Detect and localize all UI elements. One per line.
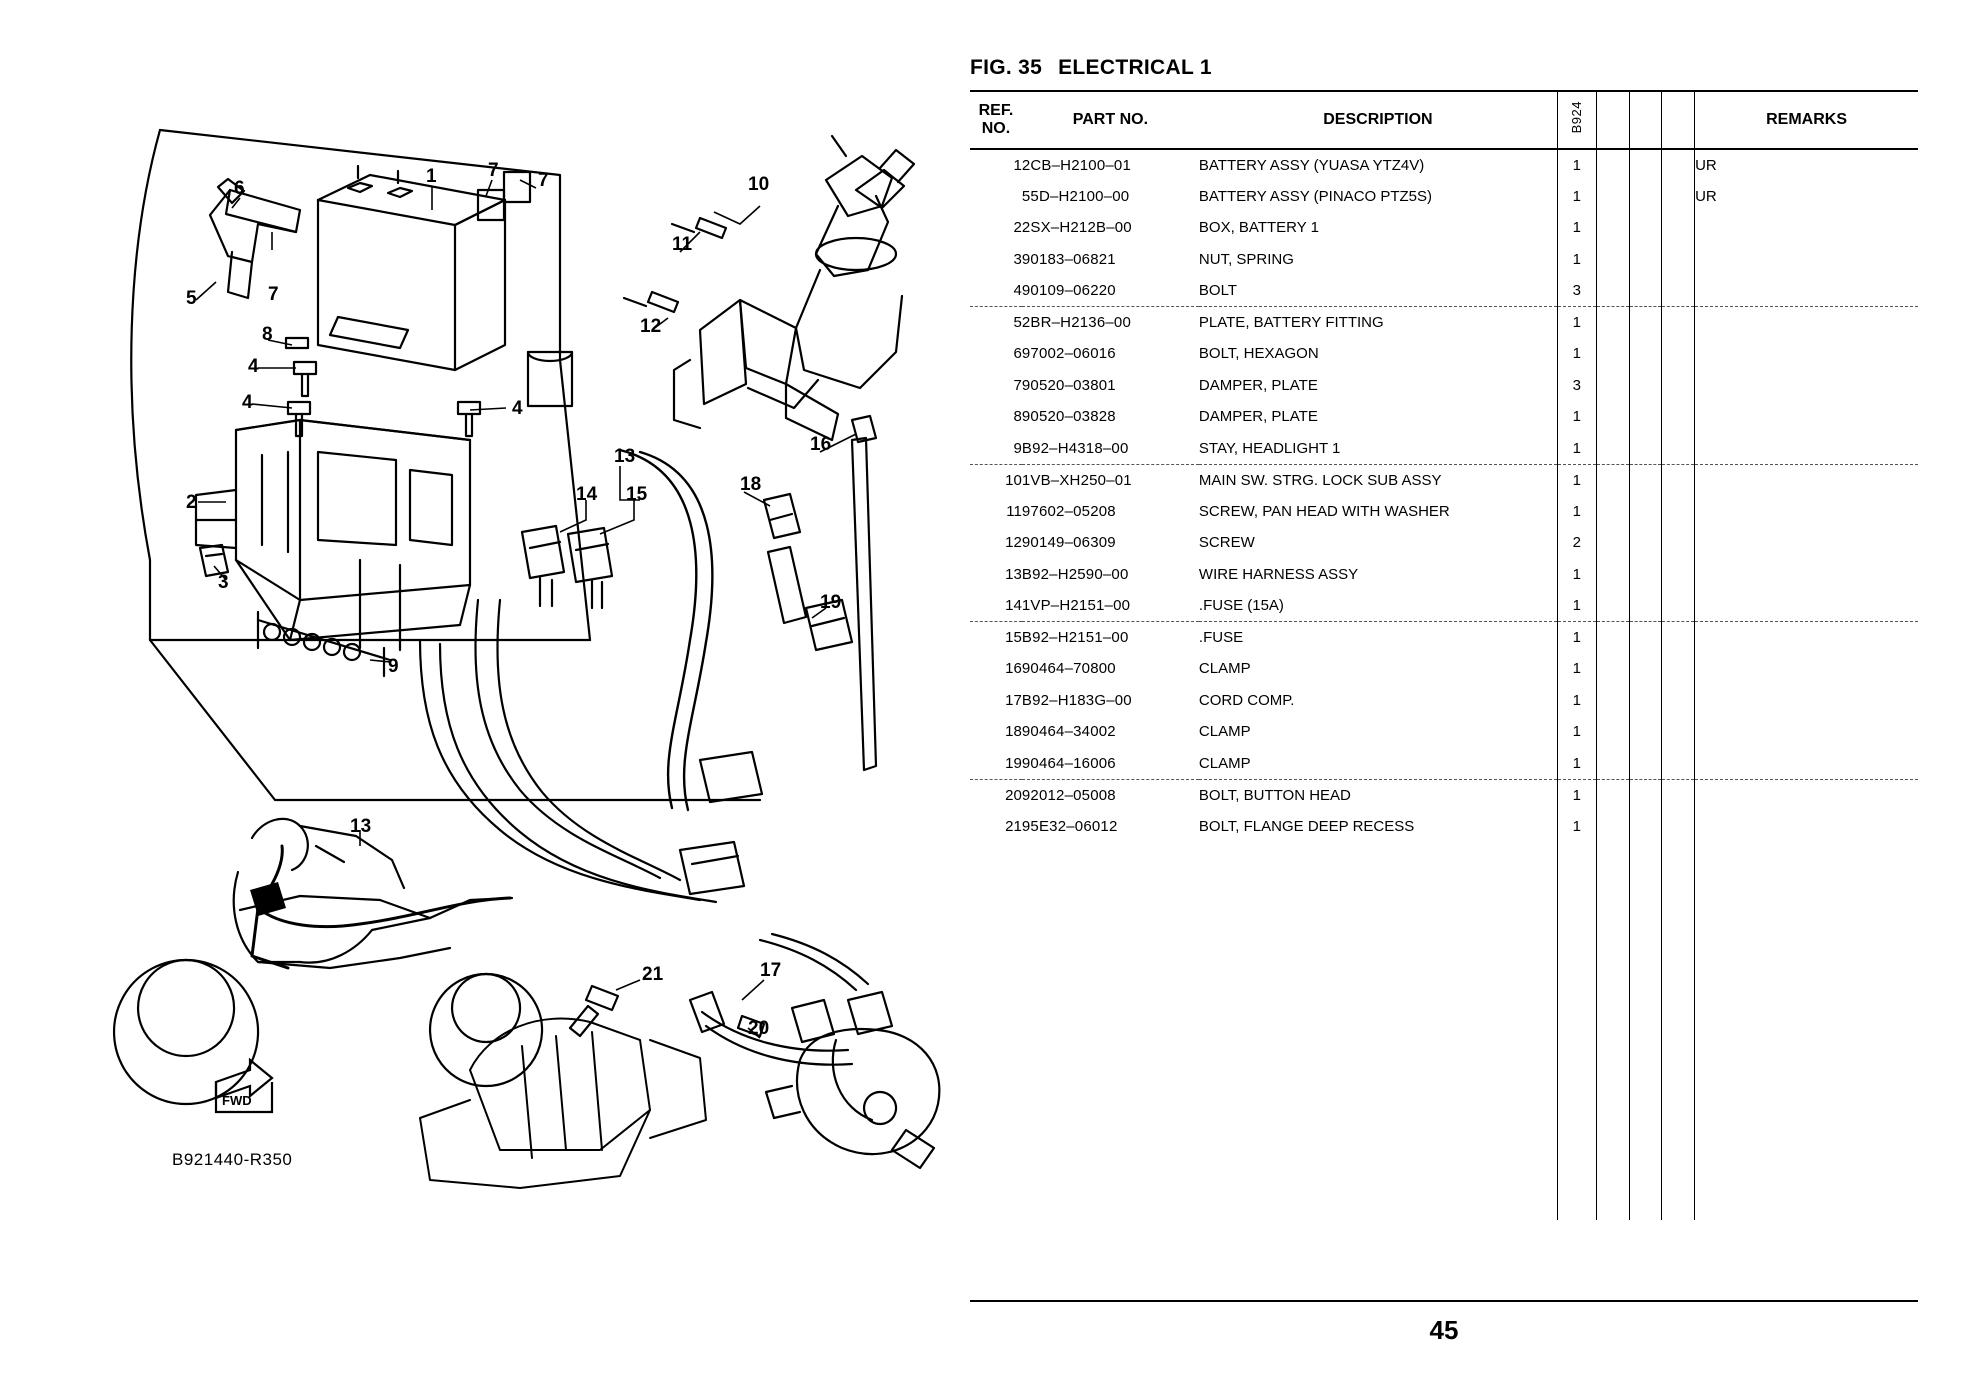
cell-qty-2 xyxy=(1596,149,1629,181)
cell-qty-b924: 1 xyxy=(1557,149,1596,181)
cell-qty-4 xyxy=(1662,748,1695,780)
table-row xyxy=(970,338,1918,370)
col-ref-no xyxy=(970,91,1022,149)
cell-qty-2 xyxy=(1596,496,1629,528)
cell-remarks: UR xyxy=(1695,187,1717,205)
cell-part-no: B92–H2590–00 xyxy=(1021,565,1129,583)
cell-qty-b924: 1 xyxy=(1557,244,1596,276)
cell-remarks xyxy=(1695,433,1918,465)
cell-qty-b924: 1 xyxy=(1557,212,1596,244)
cell-qty-3 xyxy=(1629,370,1662,402)
callout-1: 1 xyxy=(426,166,437,187)
cell-qty-2 xyxy=(1596,181,1629,213)
cell-qty-3 xyxy=(1629,212,1662,244)
col-qty-2 xyxy=(1596,91,1629,149)
cell-ref-no: 12 xyxy=(1005,534,1022,552)
cell-part-no: 95E32–06012 xyxy=(1021,817,1118,835)
cell-qty-b924: 1 xyxy=(1557,590,1596,622)
cell-qty-3 xyxy=(1629,590,1662,622)
cell-ref-no: 2 xyxy=(1013,219,1022,237)
cell-qty-b924: 2 xyxy=(1557,527,1596,559)
cell-qty-2 xyxy=(1596,590,1629,622)
cell-description: BOLT, BUTTON HEAD xyxy=(1198,786,1351,804)
cell-qty-3 xyxy=(1629,244,1662,276)
cell-remarks xyxy=(1695,527,1918,559)
cell-qty-2 xyxy=(1596,307,1629,339)
table-filler-row xyxy=(970,905,1918,937)
cell-part-no: 97602–05208 xyxy=(1021,502,1116,520)
cell-description: DAMPER, PLATE xyxy=(1198,408,1318,426)
cell-qty-2 xyxy=(1596,653,1629,685)
cell-qty-2 xyxy=(1596,433,1629,465)
page-number: 45 xyxy=(1429,1315,1459,1345)
col-description: DESCRIPTION xyxy=(1199,91,1558,149)
figure-number: FIG. 35 xyxy=(970,56,1043,79)
callout-6: 6 xyxy=(234,178,245,199)
table-row xyxy=(970,685,1918,717)
table-filler-row xyxy=(970,937,1918,969)
callout-12: 12 xyxy=(640,316,662,337)
cell-qty-4 xyxy=(1662,716,1695,748)
cell-qty-4 xyxy=(1662,370,1695,402)
table-row xyxy=(970,181,1918,213)
cell-ref-no: 11 xyxy=(1006,502,1022,520)
cell-qty-3 xyxy=(1629,275,1662,307)
cell-remarks xyxy=(1695,212,1918,244)
callout-16: 16 xyxy=(810,434,832,455)
cell-remarks xyxy=(1695,401,1918,433)
cell-qty-4 xyxy=(1662,149,1695,181)
col-part-no: PART NO. xyxy=(1022,91,1199,149)
cell-remarks: UR xyxy=(1695,156,1717,174)
callout-7c: 7 xyxy=(268,284,279,305)
table-filler-row xyxy=(970,1126,1918,1158)
cell-qty-4 xyxy=(1662,496,1695,528)
cell-qty-3 xyxy=(1629,653,1662,685)
callout-11: 11 xyxy=(672,234,693,255)
cell-description: SCREW, PAN HEAD WITH WASHER xyxy=(1198,502,1450,520)
callout-2: 2 xyxy=(186,492,197,513)
cell-qty-4 xyxy=(1662,433,1695,465)
cell-ref-no: 14 xyxy=(970,590,1022,622)
cell-part-no: B92–H2151–00 xyxy=(1021,629,1129,646)
cell-qty-b924: 1 xyxy=(1557,307,1596,339)
cell-remarks xyxy=(1695,590,1918,622)
callout-4c: 4 xyxy=(512,398,523,419)
table-row xyxy=(970,527,1918,559)
cell-qty-4 xyxy=(1662,590,1695,622)
figure-title xyxy=(970,56,1212,80)
cell-description: CLAMP xyxy=(1198,660,1251,678)
cell-part-no: 90183–06821 xyxy=(1021,250,1116,268)
cell-remarks xyxy=(1695,559,1918,591)
callout-14: 14 xyxy=(576,484,598,505)
cell-remarks xyxy=(1695,748,1918,780)
cell-qty-b924: 1 xyxy=(1557,496,1596,528)
cell-description: BOLT, HEXAGON xyxy=(1198,345,1319,363)
illustration-pane xyxy=(0,0,960,1340)
callout-3: 3 xyxy=(218,572,229,593)
cell-qty-2 xyxy=(1596,685,1629,717)
cell-qty-b924: 1 xyxy=(1557,401,1596,433)
cell-description: PLATE, BATTERY FITTING xyxy=(1198,314,1384,331)
cell-description: .FUSE xyxy=(1198,629,1244,646)
cell-ref-no: 7 xyxy=(1013,376,1022,394)
cell-remarks xyxy=(1695,811,1918,843)
cell-qty-2 xyxy=(1596,275,1629,307)
callout-17: 17 xyxy=(760,960,782,981)
parts-table-body xyxy=(970,149,1918,1220)
cell-qty-3 xyxy=(1629,622,1662,654)
cell-part-no: 90464–16006 xyxy=(1022,748,1199,780)
cell-qty-b924: 3 xyxy=(1557,370,1596,402)
cell-qty-4 xyxy=(1662,811,1695,843)
callout-10: 10 xyxy=(748,174,770,195)
cell-qty-2 xyxy=(1596,559,1629,591)
table-filler-row xyxy=(970,1189,1918,1221)
callout-15: 15 xyxy=(626,484,648,505)
cell-qty-3 xyxy=(1629,811,1662,843)
cell-ref-no: 6 xyxy=(1013,345,1022,363)
table-row xyxy=(970,653,1918,685)
cell-description: BATTERY ASSY (YUASA YTZ4V) xyxy=(1198,156,1425,174)
cell-qty-3 xyxy=(1629,464,1662,496)
cell-description: BOLT, FLANGE DEEP RECESS xyxy=(1198,817,1415,835)
cell-qty-b924: 1 xyxy=(1557,811,1596,843)
table-filler-row xyxy=(970,1157,1918,1189)
callout-4b: 4 xyxy=(242,392,253,413)
cell-qty-3 xyxy=(1629,307,1662,339)
cell-qty-3 xyxy=(1629,748,1662,780)
cell-part-no: 92012–05008 xyxy=(1021,786,1116,804)
table-row xyxy=(970,149,1918,181)
callout-5: 5 xyxy=(186,288,197,309)
callout-4a: 4 xyxy=(248,356,259,377)
callout-7a: 7 xyxy=(488,160,499,181)
cell-part-no: B92–H183G–00 xyxy=(1021,691,1132,709)
cell-remarks xyxy=(1695,307,1918,339)
cell-remarks xyxy=(1695,685,1918,717)
table-row xyxy=(970,275,1918,307)
cell-qty-b924: 1 xyxy=(1557,716,1596,748)
figure-name: ELECTRICAL 1 xyxy=(1058,56,1212,79)
table-row xyxy=(970,622,1918,654)
cell-qty-3 xyxy=(1629,559,1662,591)
cell-qty-3 xyxy=(1629,496,1662,528)
col-qty-4 xyxy=(1662,91,1695,149)
callout-7b: 7 xyxy=(538,170,549,191)
cell-remarks xyxy=(1695,370,1918,402)
table-row xyxy=(970,779,1918,811)
cell-part-no: B92–H4318–00 xyxy=(1022,433,1199,465)
cell-qty-b924: 1 xyxy=(1557,433,1596,465)
cell-ref-no xyxy=(970,181,1022,213)
cell-ref-no: 21 xyxy=(1005,817,1022,835)
table-row xyxy=(970,559,1918,591)
cell-description: BATTERY ASSY (PINACO PTZ5S) xyxy=(1198,187,1433,205)
table-row xyxy=(970,590,1918,622)
cell-qty-2 xyxy=(1596,212,1629,244)
callout-18: 18 xyxy=(740,474,762,495)
cell-remarks xyxy=(1695,779,1918,811)
table-filler-row xyxy=(970,968,1918,1000)
table-row xyxy=(970,401,1918,433)
cell-remarks xyxy=(1695,653,1918,685)
callout-13b: 13 xyxy=(350,816,372,837)
cell-qty-2 xyxy=(1596,464,1629,496)
callout-20: 20 xyxy=(748,1018,770,1039)
table-row xyxy=(970,212,1918,244)
cell-description: CORD COMP. xyxy=(1198,691,1295,709)
cell-remarks xyxy=(1695,338,1918,370)
cell-qty-4 xyxy=(1662,212,1695,244)
cell-remarks xyxy=(1695,622,1918,654)
cell-ref-no: 19 xyxy=(970,748,1022,780)
table-filler-row xyxy=(970,1063,1918,1095)
cell-part-no: 1VP–H2151–00 xyxy=(1022,590,1199,622)
cell-ref-no: 1 xyxy=(1013,156,1022,174)
cell-qty-4 xyxy=(1662,779,1695,811)
cell-ref-no: 13 xyxy=(1005,565,1022,583)
table-filler-row xyxy=(970,874,1918,906)
col-ref-line1: REF. xyxy=(978,101,1014,119)
cell-description: NUT, SPRING xyxy=(1198,250,1294,268)
table-row xyxy=(970,370,1918,402)
cell-description: CLAMP xyxy=(1199,748,1558,780)
callout-9: 9 xyxy=(388,656,399,677)
table-row xyxy=(970,433,1918,465)
table-row xyxy=(970,307,1918,339)
cell-qty-2 xyxy=(1596,370,1629,402)
cell-part-no: 2SX–H212B–00 xyxy=(1021,219,1132,237)
cell-qty-b924: 1 xyxy=(1557,653,1596,685)
col-qty-b924 xyxy=(1557,91,1596,149)
table-filler-row xyxy=(970,1094,1918,1126)
cell-ref-no: 20 xyxy=(1005,786,1022,804)
cell-part-no: 2BR–H2136–00 xyxy=(1021,314,1132,331)
cell-ref-no: 15 xyxy=(1005,629,1022,646)
cell-ref-no: 3 xyxy=(1013,250,1022,268)
cell-qty-b924: 1 xyxy=(1557,748,1596,780)
cell-qty-4 xyxy=(1662,685,1695,717)
cell-remarks xyxy=(1695,464,1918,496)
table-row xyxy=(970,496,1918,528)
cell-description: SCREW xyxy=(1198,534,1255,552)
cell-qty-4 xyxy=(1662,622,1695,654)
cell-remarks xyxy=(1695,496,1918,528)
cell-qty-b924: 1 xyxy=(1557,338,1596,370)
cell-part-no: 90464–70800 xyxy=(1021,660,1116,678)
callout-13: 13 xyxy=(614,446,636,467)
callout-21: 21 xyxy=(642,964,664,985)
cell-part-no: 97002–06016 xyxy=(1021,345,1116,363)
cell-qty-2 xyxy=(1596,622,1629,654)
cell-qty-b924: 1 xyxy=(1557,779,1596,811)
cell-qty-3 xyxy=(1629,779,1662,811)
fwd-label: FWD xyxy=(222,1093,252,1108)
parts-table xyxy=(970,90,1918,1220)
cell-qty-3 xyxy=(1629,685,1662,717)
cell-ref-no: 8 xyxy=(1013,408,1022,426)
cell-qty-4 xyxy=(1662,464,1695,496)
cell-qty-4 xyxy=(1662,275,1695,307)
cell-qty-2 xyxy=(1596,716,1629,748)
col-remarks: REMARKS xyxy=(1695,91,1918,149)
cell-qty-4 xyxy=(1662,338,1695,370)
table-filler-row xyxy=(970,842,1918,874)
parts-table-pane xyxy=(960,0,1980,1400)
cell-qty-2 xyxy=(1596,748,1629,780)
cell-part-no: 90464–34002 xyxy=(1021,723,1116,741)
cell-qty-3 xyxy=(1629,716,1662,748)
cell-qty-2 xyxy=(1596,244,1629,276)
cell-qty-2 xyxy=(1596,338,1629,370)
cell-qty-2 xyxy=(1596,811,1629,843)
cell-qty-b924: 1 xyxy=(1557,464,1596,496)
cell-qty-2 xyxy=(1596,527,1629,559)
col-ref-line2: NO. xyxy=(981,120,1011,137)
cell-part-no: 1VB–XH250–01 xyxy=(1021,471,1132,489)
cell-part-no: 2CB–H2100–01 xyxy=(1021,156,1132,174)
cell-part-no: 90520–03828 xyxy=(1021,408,1116,426)
cell-qty-4 xyxy=(1662,559,1695,591)
table-row xyxy=(970,464,1918,496)
cell-qty-b924: 1 xyxy=(1557,685,1596,717)
cell-qty-b924: 3 xyxy=(1557,275,1596,307)
cell-qty-4 xyxy=(1662,527,1695,559)
table-row xyxy=(970,716,1918,748)
cell-description: .FUSE (15A) xyxy=(1199,590,1558,622)
cell-ref-no: 10 xyxy=(1005,471,1022,489)
cell-part-no: 90109–06220 xyxy=(1022,275,1199,307)
diagram-code: B921440-R350 xyxy=(172,1150,293,1169)
callout-19: 19 xyxy=(820,592,842,613)
table-filler-row xyxy=(970,1031,1918,1063)
table-row xyxy=(970,811,1918,843)
table-row xyxy=(970,748,1918,780)
cell-qty-3 xyxy=(1629,338,1662,370)
cell-ref-no: 18 xyxy=(1005,723,1022,741)
cell-qty-2 xyxy=(1596,401,1629,433)
cell-qty-4 xyxy=(1662,653,1695,685)
cell-qty-3 xyxy=(1629,433,1662,465)
cell-qty-4 xyxy=(1662,244,1695,276)
cell-qty-3 xyxy=(1629,181,1662,213)
cell-description: WIRE HARNESS ASSY xyxy=(1198,565,1359,583)
callout-8: 8 xyxy=(262,324,273,345)
cell-description: STAY, HEADLIGHT 1 xyxy=(1199,433,1558,465)
cell-qty-2 xyxy=(1596,779,1629,811)
cell-qty-b924: 1 xyxy=(1557,181,1596,213)
cell-remarks xyxy=(1695,275,1918,307)
cell-remarks xyxy=(1695,244,1918,276)
cell-qty-4 xyxy=(1662,181,1695,213)
cell-remarks xyxy=(1695,716,1918,748)
cell-ref-no: 9 xyxy=(970,433,1022,465)
cell-ref-no: 17 xyxy=(1005,691,1022,709)
cell-description: BOLT xyxy=(1199,275,1558,307)
cell-qty-3 xyxy=(1629,527,1662,559)
exploded-parts-diagram xyxy=(0,0,960,1340)
cell-description: CLAMP xyxy=(1198,723,1251,741)
cell-qty-b924: 1 xyxy=(1557,559,1596,591)
cell-part-no: 55D–H2100–00 xyxy=(1021,187,1130,205)
cell-ref-no: 4 xyxy=(970,275,1022,307)
cell-ref-no: 16 xyxy=(1005,660,1022,678)
cell-description: BOX, BATTERY 1 xyxy=(1198,219,1319,237)
cell-part-no: 90520–03801 xyxy=(1021,376,1116,394)
cell-qty-4 xyxy=(1662,307,1695,339)
cell-qty-3 xyxy=(1629,401,1662,433)
cell-qty-3 xyxy=(1629,149,1662,181)
cell-part-no: 90149–06309 xyxy=(1021,534,1116,552)
cell-qty-b924: 1 xyxy=(1557,622,1596,654)
cell-description: DAMPER, PLATE xyxy=(1198,376,1318,394)
cell-description: MAIN SW. STRG. LOCK SUB ASSY xyxy=(1198,471,1442,489)
table-row xyxy=(970,244,1918,276)
cell-ref-no: 5 xyxy=(1013,314,1022,331)
table-filler-row xyxy=(970,1000,1918,1032)
col-qty-3 xyxy=(1629,91,1662,149)
col-qty-b924-label: B924 xyxy=(1569,101,1585,134)
cell-qty-4 xyxy=(1662,401,1695,433)
table-bottom-rule xyxy=(970,1300,1918,1302)
